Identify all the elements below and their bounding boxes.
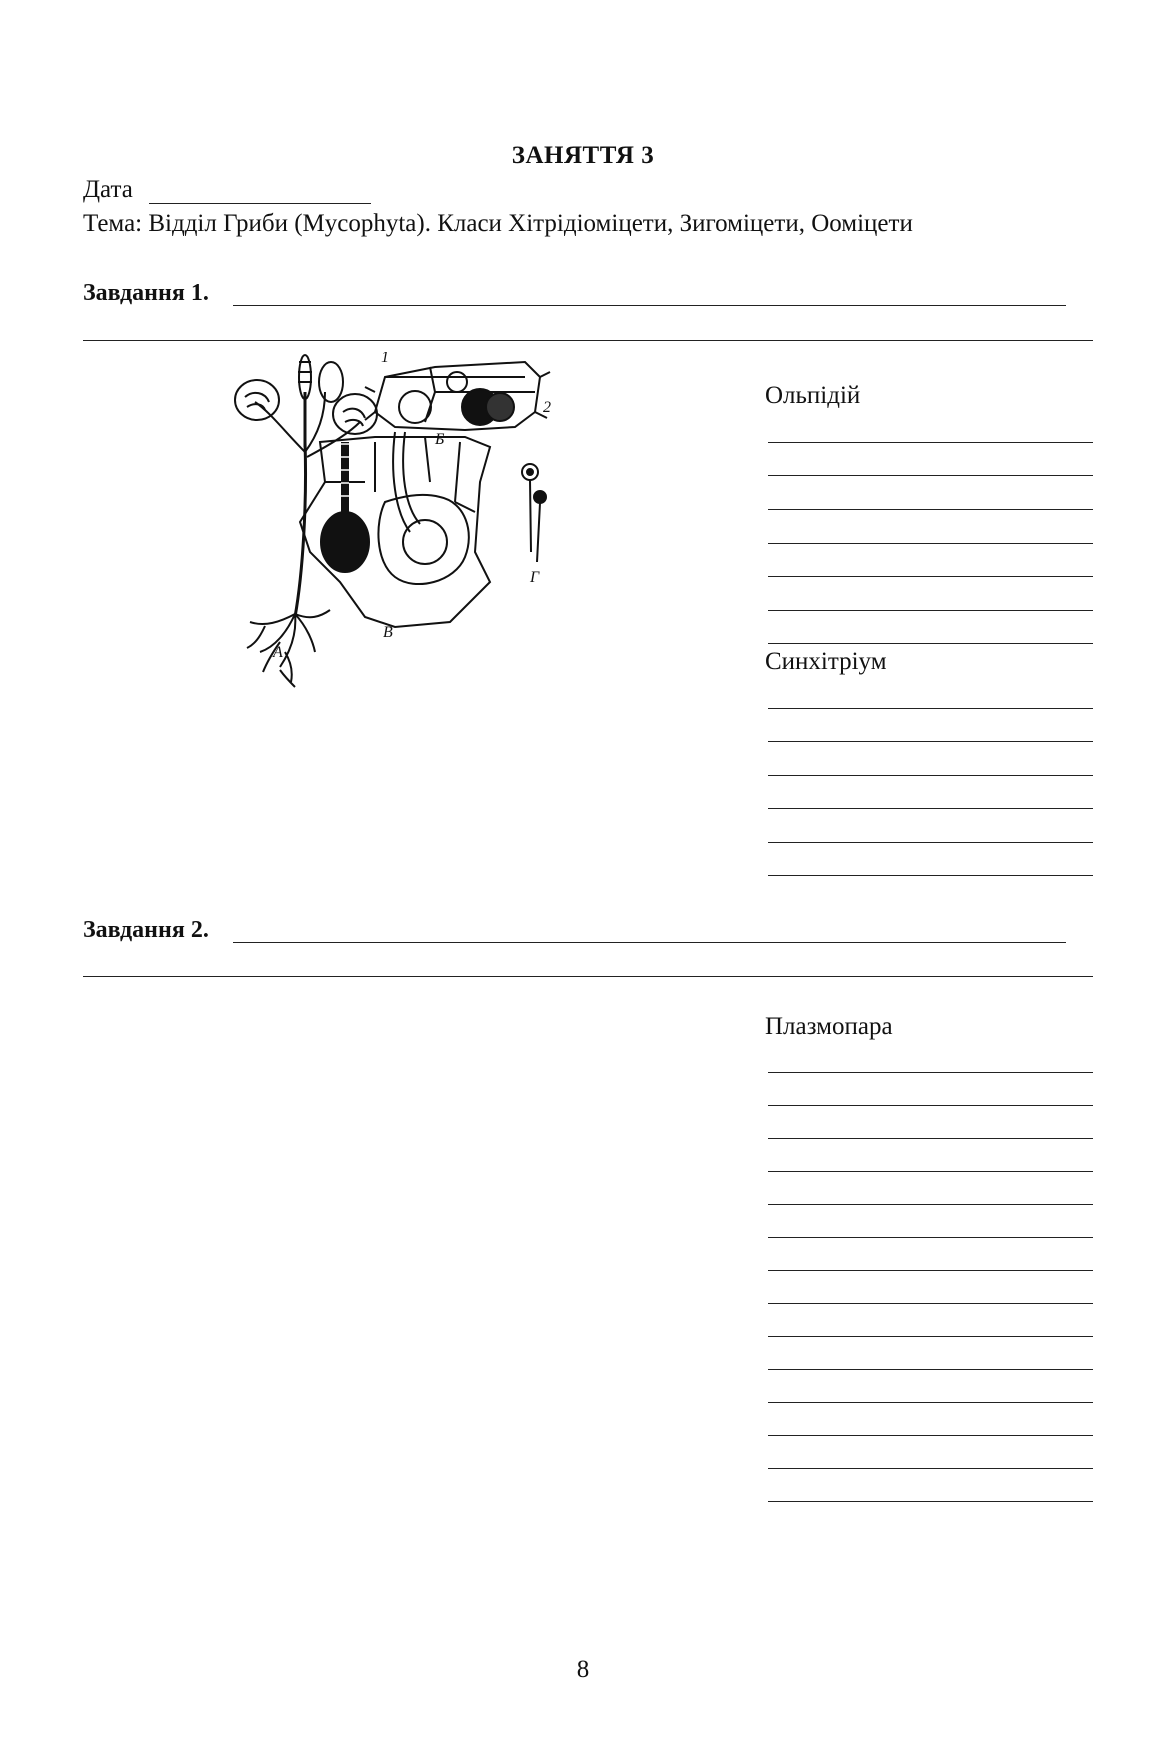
svg-text:2: 2 bbox=[543, 399, 551, 416]
note-line[interactable] bbox=[768, 842, 1093, 843]
olpidium-cells-v bbox=[300, 432, 490, 627]
zoospore-g bbox=[522, 464, 546, 562]
olpidium-synchytrium-illustration bbox=[225, 352, 635, 697]
note-line[interactable] bbox=[768, 1303, 1093, 1304]
svg-text:Г: Г bbox=[530, 569, 540, 586]
note-line[interactable] bbox=[768, 1402, 1093, 1403]
note-line[interactable] bbox=[768, 1171, 1093, 1172]
note-line[interactable] bbox=[768, 1468, 1093, 1469]
task1-answer-line[interactable] bbox=[233, 305, 1066, 306]
note-line[interactable] bbox=[768, 576, 1093, 577]
svg-text:Б: Б bbox=[435, 431, 445, 448]
synchytrium-cells-b bbox=[365, 362, 550, 430]
note-line[interactable] bbox=[768, 775, 1093, 776]
note-line[interactable] bbox=[768, 1270, 1093, 1271]
note-line[interactable] bbox=[768, 1501, 1093, 1502]
task2-answer-line-2[interactable] bbox=[83, 976, 1093, 977]
synchytrium-label: Синхітріум bbox=[765, 648, 887, 675]
note-line[interactable] bbox=[768, 475, 1093, 476]
task1-label: Завдання 1. bbox=[83, 280, 209, 306]
svg-text:1: 1 bbox=[381, 352, 389, 366]
olpidium-label: Ольпідій bbox=[765, 382, 861, 409]
note-line[interactable] bbox=[768, 875, 1093, 876]
note-line[interactable] bbox=[768, 1435, 1093, 1436]
note-line[interactable] bbox=[768, 1369, 1093, 1370]
note-line[interactable] bbox=[768, 1138, 1093, 1139]
task2-label: Завдання 2. bbox=[83, 917, 209, 943]
note-line[interactable] bbox=[768, 509, 1093, 510]
topic: Тема: Відділ Гриби (Mycophyta). Класи Хітрідіоміцети, Зигоміцети, Ооміцети bbox=[83, 210, 913, 237]
note-line[interactable] bbox=[768, 741, 1093, 742]
note-line[interactable] bbox=[768, 1105, 1093, 1106]
task2-answer-line[interactable] bbox=[233, 942, 1066, 943]
note-line[interactable] bbox=[768, 708, 1093, 709]
note-line[interactable] bbox=[768, 1336, 1093, 1337]
note-line[interactable] bbox=[768, 1237, 1093, 1238]
svg-text:А: А bbox=[273, 644, 283, 661]
date-label: Дата bbox=[83, 176, 133, 203]
date-row bbox=[83, 176, 133, 204]
svg-text:В: В bbox=[383, 624, 393, 641]
task1-answer-line-2[interactable] bbox=[83, 340, 1093, 341]
note-line[interactable] bbox=[768, 808, 1093, 809]
page-number: 8 bbox=[576, 1656, 590, 1683]
note-line[interactable] bbox=[768, 643, 1093, 644]
note-line[interactable] bbox=[768, 610, 1093, 611]
note-line[interactable] bbox=[768, 442, 1093, 443]
note-line[interactable] bbox=[768, 1204, 1093, 1205]
note-line[interactable] bbox=[768, 543, 1093, 544]
note-line[interactable] bbox=[768, 1072, 1093, 1073]
plasmopara-label: Плазмопара bbox=[765, 1013, 893, 1040]
lesson-title: ЗАНЯТТЯ 3 bbox=[511, 142, 655, 169]
date-input-line[interactable] bbox=[149, 203, 371, 204]
